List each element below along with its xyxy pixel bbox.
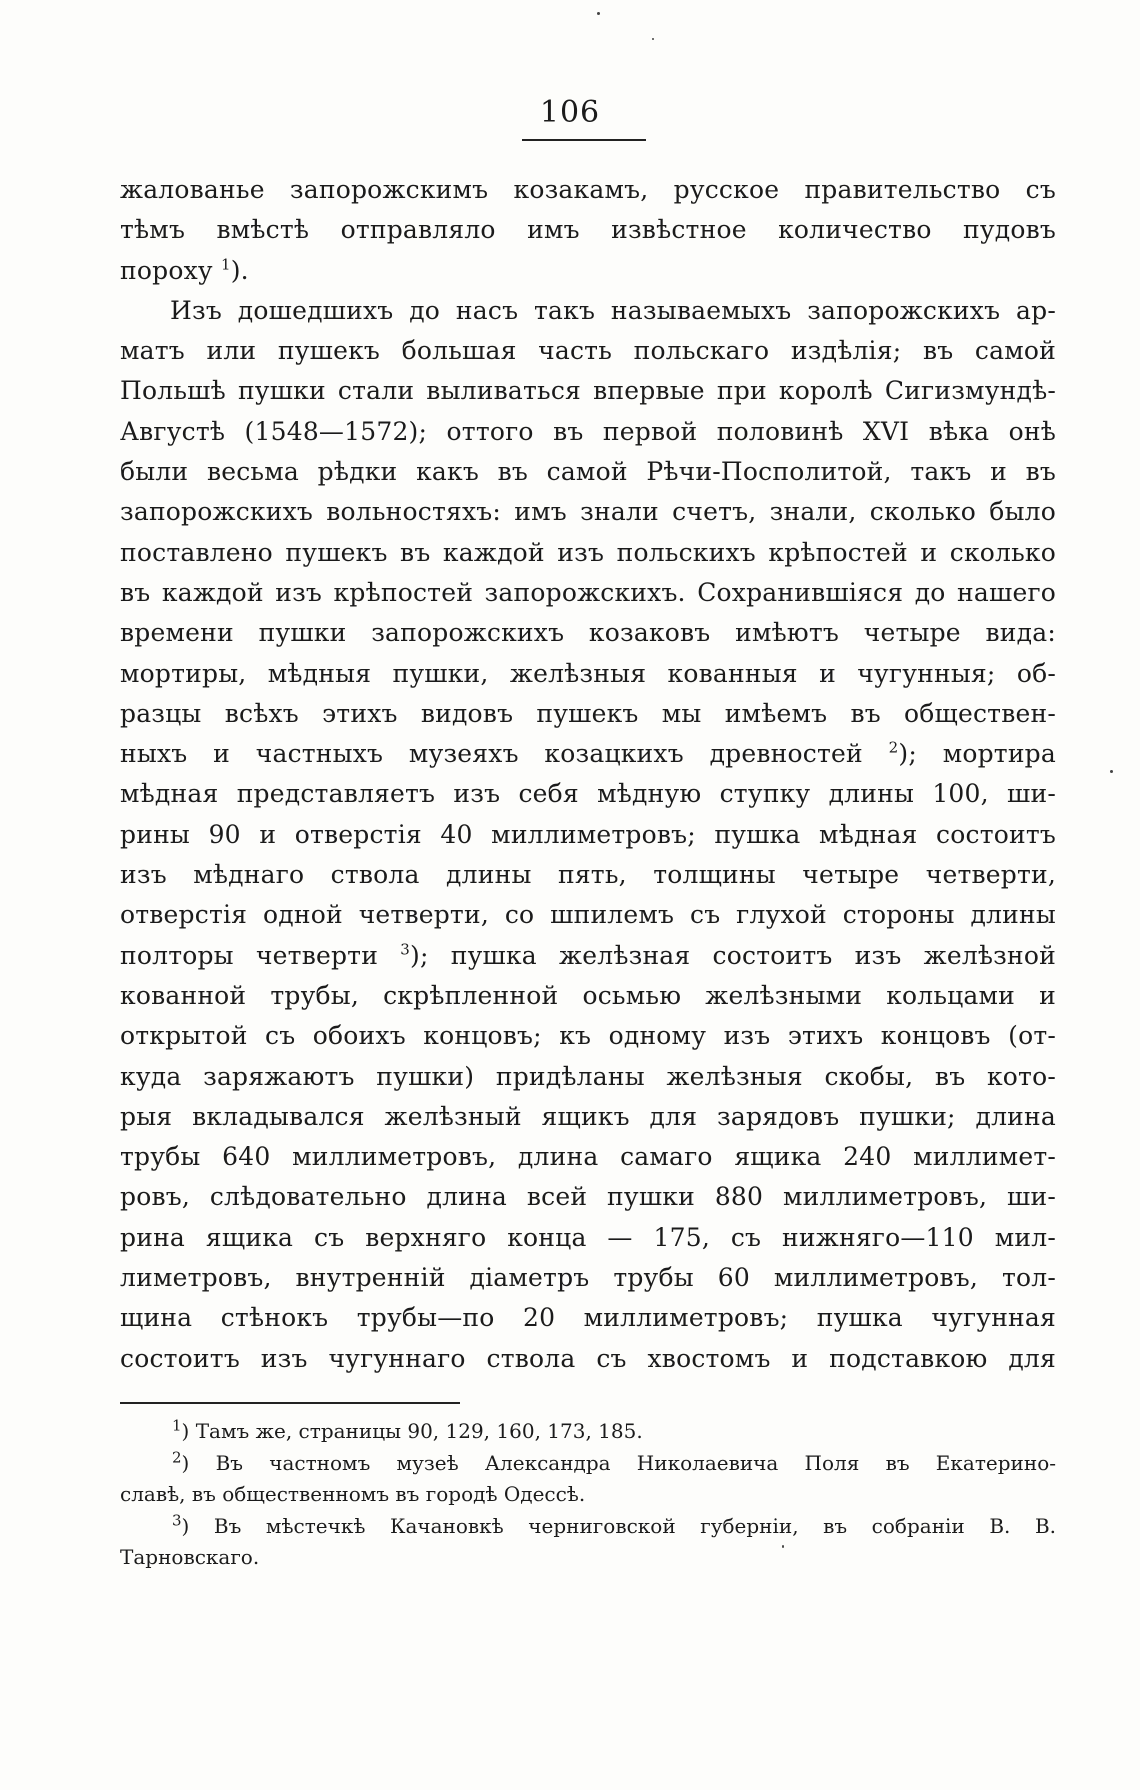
footnote-text: ) Въ частномъ музеѣ Александра Николаевича Поля въ Екатерино-: [181, 1450, 1056, 1475]
body-text: въ каждой изъ крѣпостей запорожскихъ. Сохранившіяся до нашего: [120, 577, 1056, 607]
body-line: [120, 613, 1056, 653]
body-text: тѣмъ вмѣстѣ отправляло имъ извѣстное количество пудовъ: [120, 215, 1056, 245]
body-text: ).: [230, 255, 249, 285]
footnote-line: [120, 1416, 1056, 1448]
body-text: были весьма рѣдки какъ въ самой Рѣчи-Посполитой, такъ и въ: [120, 457, 1056, 487]
body-text: запорожскихъ вольностяхъ: имъ знали счетъ, знали, сколько было: [120, 497, 1056, 527]
body-line: [120, 1218, 1056, 1258]
body-line: [120, 1177, 1056, 1217]
footnote-text: ) Въ мѣстечкѣ Качановкѣ черниговской губерніи, въ собраніи В. В.: [181, 1513, 1056, 1538]
body-line: [120, 452, 1056, 492]
body-line: [120, 1298, 1056, 1338]
body-text: поставлено пушекъ въ каждой изъ польскихъ крѣпостей и сколько: [120, 537, 1056, 567]
body-line: [120, 170, 1056, 210]
body-text: лиметровъ, внутренній діаметръ трубы 60 миллиметровъ, тол-: [120, 1263, 1056, 1293]
body-line: [120, 573, 1056, 613]
body-line: [120, 1016, 1056, 1056]
body-line: [120, 492, 1056, 532]
footnote-line: [120, 1479, 1056, 1511]
scan-speck: [1110, 770, 1113, 773]
body-text: ); мортира: [898, 739, 1056, 769]
page-number-rule: [522, 139, 646, 141]
footnote-line: [120, 1511, 1056, 1543]
body-line: [120, 412, 1056, 452]
body-line: [120, 1137, 1056, 1177]
body-text: щина стѣнокъ трубы—по 20 миллиметровъ; пушка чугунная: [120, 1303, 1056, 1333]
body-line: [120, 895, 1056, 935]
body-text: полторы четверти: [120, 940, 401, 970]
footnote-reference: 2: [888, 738, 899, 757]
body-text: [120, 170, 1056, 1379]
footnotes: [120, 1416, 1056, 1574]
body-line: [120, 815, 1056, 855]
body-line: [120, 734, 1056, 774]
body-text: куда заряжаютъ пушки) придѣланы желѣзныя скобы, въ кото-: [120, 1061, 1056, 1091]
body-text: пороху: [120, 255, 221, 285]
body-text: рины 90 и отверстія 40 миллиметровъ; пушка мѣдная состоитъ: [120, 819, 1056, 849]
body-text: состоитъ изъ чугуннаго ствола съ хвостомъ и подставкою для: [120, 1343, 1056, 1373]
scan-speck: [782, 1545, 784, 1548]
body-line: [120, 855, 1056, 895]
scan-speck: [597, 12, 600, 15]
body-text: рина ящика съ верхняго конца — 175, съ нижняго—110 мил-: [120, 1222, 1056, 1252]
body-line: [120, 774, 1056, 814]
body-text: Августѣ (1548—1572); оттого въ первой половинѣ XVI вѣка онѣ: [120, 416, 1056, 446]
footnote-reference: 3: [400, 940, 410, 959]
body-text: рыя вкладывался желѣзный ящикъ для зарядовъ пушки; длина: [120, 1101, 1056, 1131]
body-line: [120, 694, 1056, 734]
scan-speck: [652, 38, 654, 40]
page-number: 106: [539, 95, 601, 130]
body-text: ); пушка желѣзная состоитъ изъ желѣзной: [410, 940, 1056, 970]
body-text: матъ или пушекъ большая часть польскаго издѣлія; въ самой: [120, 336, 1056, 366]
body-text: изъ мѣднаго ствола длины пять, толщины четыре четверти,: [120, 860, 1056, 890]
body-text: времени пушки запорожскихъ козаковъ имѣютъ четыре вида:: [120, 618, 1056, 648]
body-line: [120, 1057, 1056, 1097]
body-text: ныхъ и частныхъ музеяхъ козацкихъ древностей: [120, 739, 889, 769]
body-text: открытой съ обоихъ концовъ; къ одному изъ этихъ концовъ (от-: [120, 1021, 1056, 1051]
body-text: жалованье запорожскимъ козакамъ, русское правительство съ: [120, 175, 1056, 204]
footnote-reference: 1: [220, 255, 231, 274]
body-text: трубы 640 миллиметровъ, длина самаго ящика 240 миллимет-: [120, 1142, 1056, 1172]
footnote-text: ) Тамъ же, страницы 90, 129, 160, 173, 185.: [181, 1419, 643, 1443]
footnote-text: Тарновскаго.: [120, 1545, 260, 1569]
body-text: Изъ дошедшихъ до насъ такъ называемыхъ запорожскихъ ар-: [170, 295, 1056, 325]
body-line: [120, 331, 1056, 371]
body-line: [120, 976, 1056, 1016]
footnote-marker: 2: [172, 1447, 182, 1466]
body-line: [120, 1258, 1056, 1298]
body-text: разцы всѣхъ этихъ видовъ пушекъ мы имѣемъ въ обществен-: [120, 698, 1056, 728]
body-text: мѣдная представляетъ изъ себя мѣдную ступку длины 100, ши-: [120, 779, 1056, 809]
body-line: [120, 371, 1056, 411]
footnote-marker: 3: [172, 1510, 182, 1529]
body-line: [120, 210, 1056, 250]
footnote-marker: 1: [172, 1416, 182, 1435]
footnote-text: славѣ, въ общественномъ въ городѣ Одессѣ.: [120, 1482, 586, 1506]
body-line: [120, 251, 1056, 291]
body-text: Польшѣ пушки стали выливаться впервые при королѣ Сигизмундѣ-: [120, 376, 1056, 406]
body-line: [120, 533, 1056, 573]
body-line: [120, 291, 1056, 331]
body-line: [120, 936, 1056, 976]
footnote-separator: [120, 1402, 460, 1404]
body-line: [120, 654, 1056, 694]
body-text: мортиры, мѣдныя пушки, желѣзныя кованныя и чугунныя; об-: [120, 658, 1056, 688]
footnote-line: [120, 1542, 1056, 1574]
footnote-line: [120, 1448, 1056, 1480]
body-line: [120, 1339, 1056, 1379]
body-line: [120, 1097, 1056, 1137]
body-text: ровъ, слѣдовательно длина всей пушки 880 миллиметровъ, ши-: [120, 1182, 1056, 1212]
body-text: кованной трубы, скрѣпленной осьмью желѣзными кольцами и: [120, 980, 1056, 1010]
body-text: отверстія одной четверти, со шпилемъ съ глухой стороны длины: [120, 900, 1056, 930]
